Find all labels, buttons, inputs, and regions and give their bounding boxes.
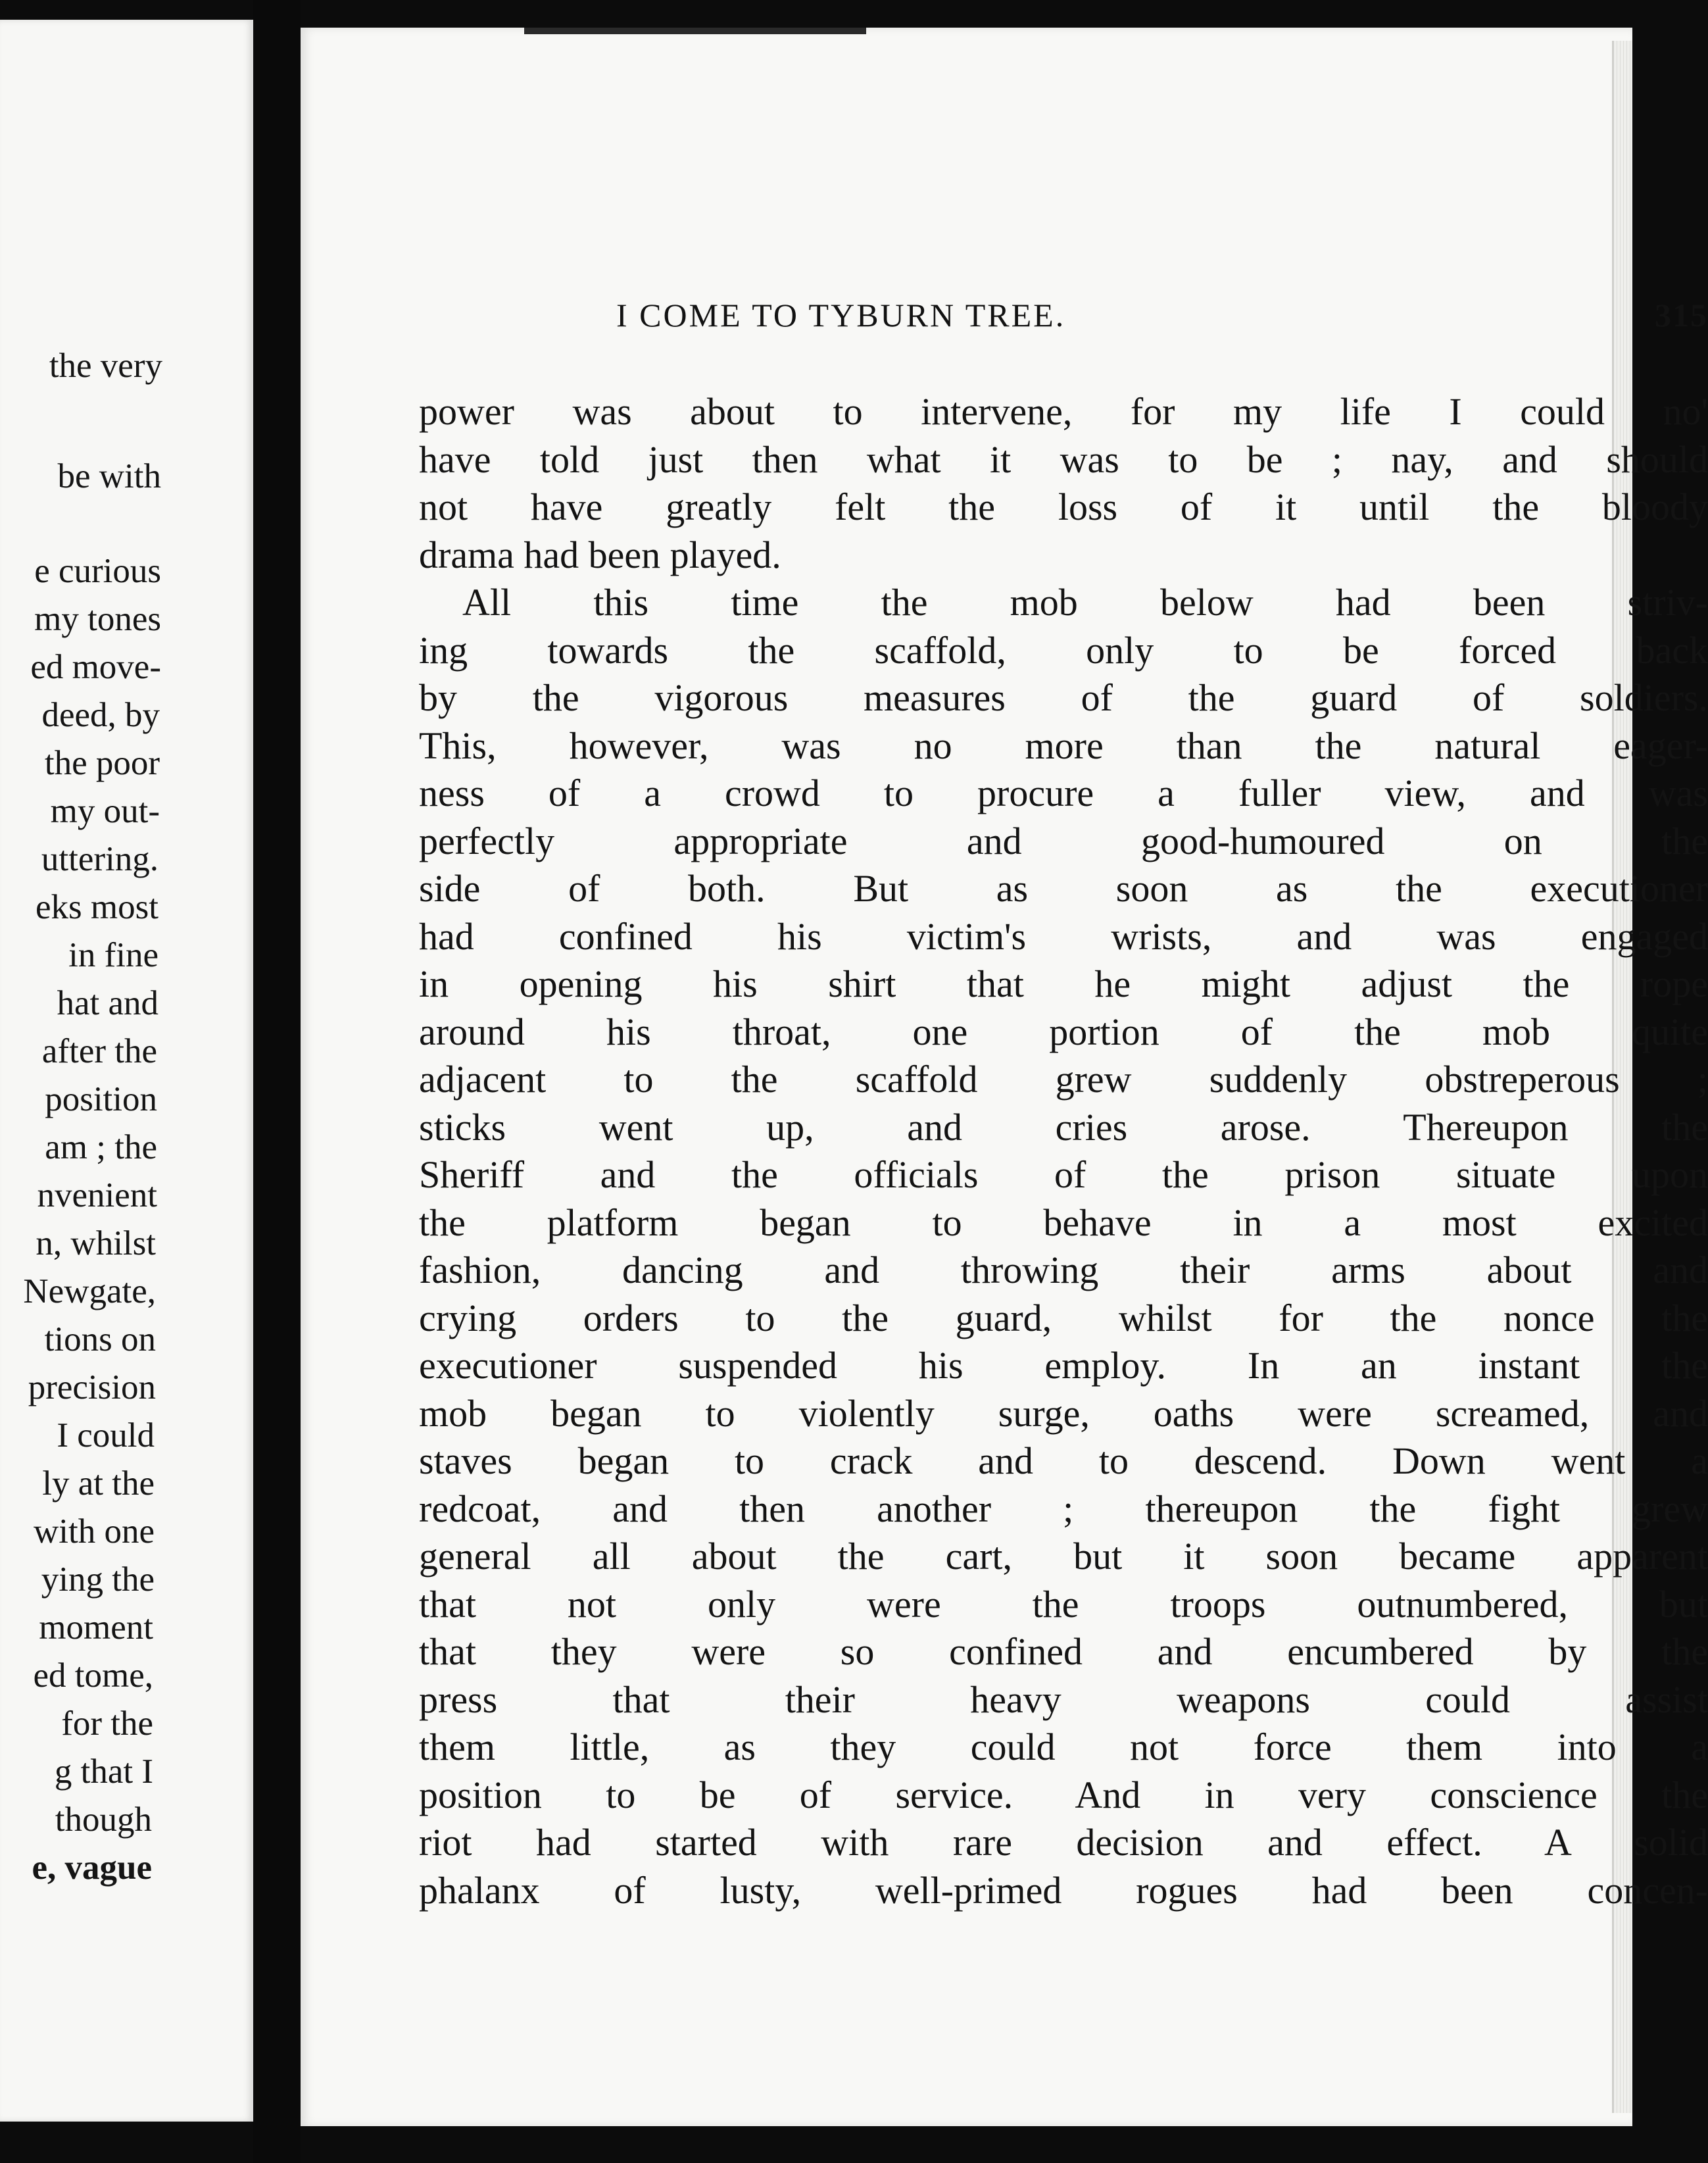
text-line: not have greatly felt the loss of it until the bloody: [419, 485, 1708, 528]
body-text: [419, 388, 1708, 1914]
left-page-line: ying the: [41, 1560, 155, 1599]
left-page-line: my tones: [34, 600, 161, 638]
text-line: riot had started with rare decision and effect. A solid: [419, 1821, 1708, 1864]
previous-page-fragment: [0, 20, 253, 2122]
text-line: All this time the mob below had been striv-: [462, 581, 1708, 624]
text-line: drama had been played.: [419, 533, 781, 576]
text-line: have told just then what it was to be ; nay, and should: [419, 437, 1708, 481]
left-page-line: my out-: [50, 792, 160, 830]
text-line: power was about to intervene, for my life I could no': [419, 390, 1708, 433]
running-title: I COME TO TYBURN TREE.: [616, 297, 1066, 334]
left-page-line: eks most: [36, 888, 159, 926]
left-page-line: Newgate,: [23, 1272, 156, 1310]
left-page-line: uttering.: [41, 840, 159, 878]
left-page-line: in fine: [68, 936, 159, 974]
text-line: redcoat, and then another ; thereupon the fight grew: [419, 1487, 1708, 1530]
text-line: by the vigorous measures of the guard of soldiers.: [419, 676, 1708, 719]
left-page-line: with one: [34, 1512, 155, 1551]
text-line: side of both. But as soon as the executioner: [419, 867, 1708, 910]
text-line: had confined his victim's wrists, and was engaged: [419, 914, 1708, 958]
left-page-line: e curious: [34, 552, 161, 590]
book-gutter: [253, 0, 301, 2163]
text-line: mob began to violently surge, oaths were screamed, and: [419, 1391, 1708, 1435]
text-line: adjacent to the scaffold grew suddenly obstreperous ;: [419, 1058, 1708, 1101]
left-page-line: ly at the: [42, 1464, 155, 1503]
left-page-line: n, whilst: [36, 1224, 156, 1262]
text-line: ness of a crowd to procure a fuller view, and was: [419, 772, 1708, 814]
text-line: phalanx of lusty, well-primed rogues had been concen-: [419, 1868, 1708, 1912]
left-page-line: the very: [49, 347, 162, 385]
text-line: staves began to crack and to descend. Down went a: [419, 1439, 1708, 1482]
text-line: crying orders to the guard, whilst for the nonce the: [419, 1296, 1708, 1339]
text-line: them little, as they could not force them into a: [419, 1726, 1708, 1768]
text-line: fashion, dancing and throwing their arms about and: [419, 1249, 1708, 1291]
left-page-line: nvenient: [37, 1176, 157, 1214]
scan-edge-rule: [524, 28, 866, 34]
text-line: that not only were the troops outnumbered, but: [419, 1582, 1708, 1626]
text-line: around his throat, one portion of the mob quite: [419, 1010, 1708, 1053]
running-head: [616, 296, 1708, 349]
left-page-line: g that I: [54, 1753, 153, 1791]
text-line: press that their heavy weapons could assist: [419, 1678, 1708, 1721]
text-line: position to be of service. And in very conscience the: [419, 1773, 1708, 1816]
text-line: ing towards the scaffold, only to be forced back: [419, 628, 1708, 672]
left-page-line: after the: [41, 1032, 157, 1070]
left-page-line: e, vague: [32, 1849, 152, 1887]
left-page-line: I could: [57, 1416, 155, 1454]
left-page-line: for the: [61, 1704, 153, 1743]
left-page-line: moment: [39, 1608, 153, 1647]
left-page-line: precision: [28, 1368, 156, 1406]
left-page-line: deed, by: [41, 696, 160, 734]
book-page: [301, 28, 1708, 2126]
left-page-line: though: [55, 1801, 152, 1839]
text-line: Sheriff and the officials of the prison situate upon: [419, 1153, 1708, 1196]
text-line: in opening his shirt that he might adjust the rope: [419, 962, 1708, 1005]
left-page-line: ed tome,: [33, 1656, 153, 1695]
left-page-line: position: [45, 1080, 157, 1118]
text-line: sticks went up, and cries arose. Thereupon the: [419, 1105, 1708, 1149]
left-page-line: the poor: [44, 744, 160, 782]
left-page-line: tions on: [44, 1320, 156, 1358]
left-page-line: ed move-: [30, 648, 161, 686]
page-number: 315: [1655, 297, 1708, 334]
text-line: that they were so confined and encumbered by the: [419, 1630, 1708, 1673]
left-page-line: am ; the: [45, 1128, 157, 1166]
left-page-line: be with: [57, 457, 161, 495]
text-line: the platform began to behave in a most excited: [419, 1201, 1708, 1244]
text-line: perfectly appropriate and good-humoured on the: [419, 819, 1708, 862]
text-line: This, however, was no more than the natural eager-: [419, 724, 1708, 767]
text-line: general all about the cart, but it soon became apparent: [419, 1535, 1708, 1578]
left-page-line: hat and: [57, 984, 159, 1022]
text-line: executioner suspended his employ. In an instant the: [419, 1344, 1708, 1387]
